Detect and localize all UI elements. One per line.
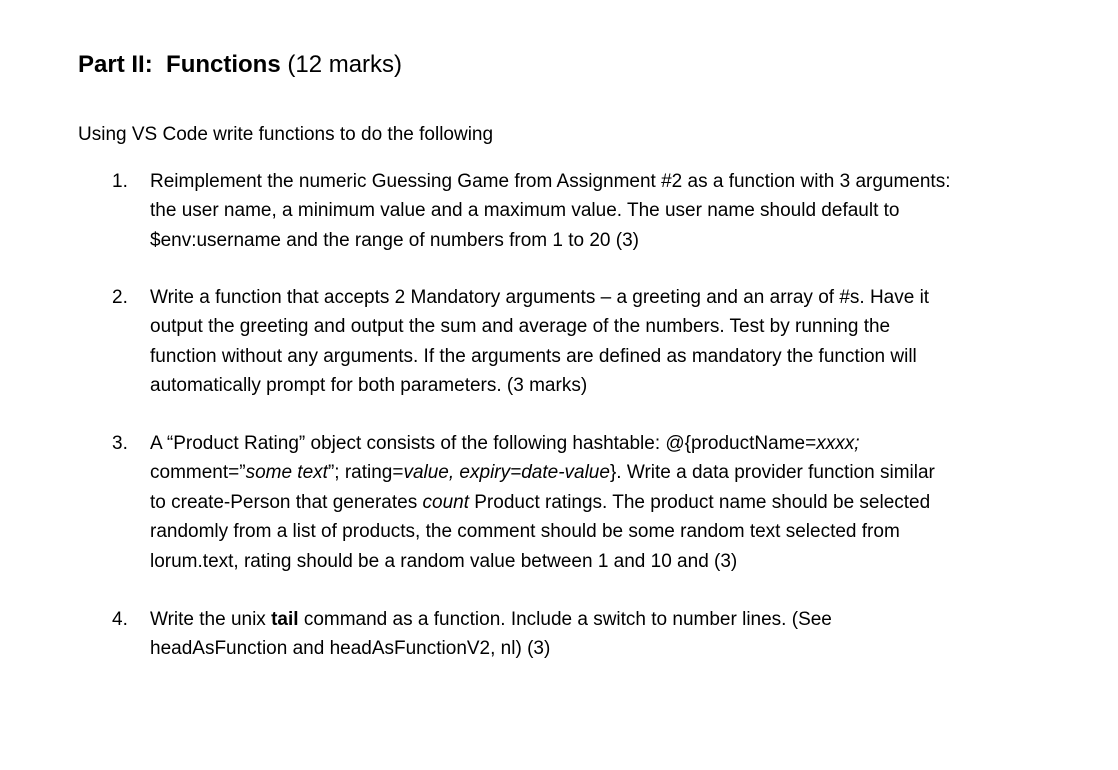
text-run: command as a function. Include a switch to number lines. (See bbox=[298, 609, 832, 630]
text-run-italic: value, expiry=date-value bbox=[403, 462, 610, 484]
item-line: automatically prompt for both parameters. (3 marks) bbox=[150, 375, 588, 397]
text-run: comment=” bbox=[150, 462, 246, 484]
item-line: headAsFunction and headAsFunctionV2, nl) (3) bbox=[150, 638, 551, 660]
item-line: randomly from a list of products, the comment should be some random text selected from bbox=[150, 521, 900, 543]
heading-title: Functions bbox=[166, 51, 281, 78]
text-run-italic: some text bbox=[245, 462, 328, 484]
text-run: to create-Person that generates bbox=[150, 491, 423, 513]
item-line: lorum.text, rating should be a random value between 1 and 10 and (3) bbox=[150, 550, 738, 572]
item-line bbox=[150, 488, 1030, 517]
item-line: Write a function that accepts 2 Mandatory arguments – a greeting and an array of #s. Have it bbox=[150, 287, 930, 308]
list-item-2 bbox=[112, 283, 1030, 401]
text-run: A “Product Rating” object consists of the following hashtable: @{productName= bbox=[150, 433, 817, 454]
text-run: Write the unix bbox=[150, 609, 272, 630]
text-run: }. Write a data provider function similar bbox=[609, 462, 935, 484]
item-number: 4. bbox=[112, 609, 128, 630]
item-line: Reimplement the numeric Guessing Game from Assignment #2 as a function with 3 arguments: bbox=[150, 171, 951, 192]
item-line: the user name, a minimum value and a maximum value. The user name should default to bbox=[150, 200, 900, 222]
item-line: $env:username and the range of numbers from 1 to 20 (3) bbox=[150, 229, 639, 251]
text-run-italic: xxxx; bbox=[816, 433, 860, 454]
item-number: 1. bbox=[112, 171, 128, 192]
item-line bbox=[150, 605, 1030, 634]
text-run-italic: count bbox=[422, 491, 469, 513]
item-line: function without any arguments. If the arguments are defined as mandatory the function will bbox=[150, 345, 917, 367]
text-run: Product ratings. The product name should be selected bbox=[468, 491, 931, 513]
text-run-bold: tail bbox=[271, 609, 299, 630]
item-number: 3. bbox=[112, 433, 128, 454]
list-item-1 bbox=[112, 167, 1030, 255]
list-item-4 bbox=[112, 605, 1030, 664]
item-line bbox=[150, 458, 1030, 487]
item-line bbox=[150, 429, 1030, 458]
intro-text: Using VS Code write functions to do the following bbox=[78, 124, 494, 145]
item-number: 2. bbox=[112, 287, 128, 308]
text-run: ”; rating= bbox=[327, 462, 404, 484]
page-heading bbox=[78, 49, 402, 81]
list-item-3 bbox=[112, 429, 1030, 576]
heading-marks: (12 marks) bbox=[287, 51, 403, 78]
heading-part: Part II: bbox=[78, 51, 153, 78]
item-line: output the greeting and output the sum and average of the numbers. Test by running the bbox=[150, 316, 891, 338]
